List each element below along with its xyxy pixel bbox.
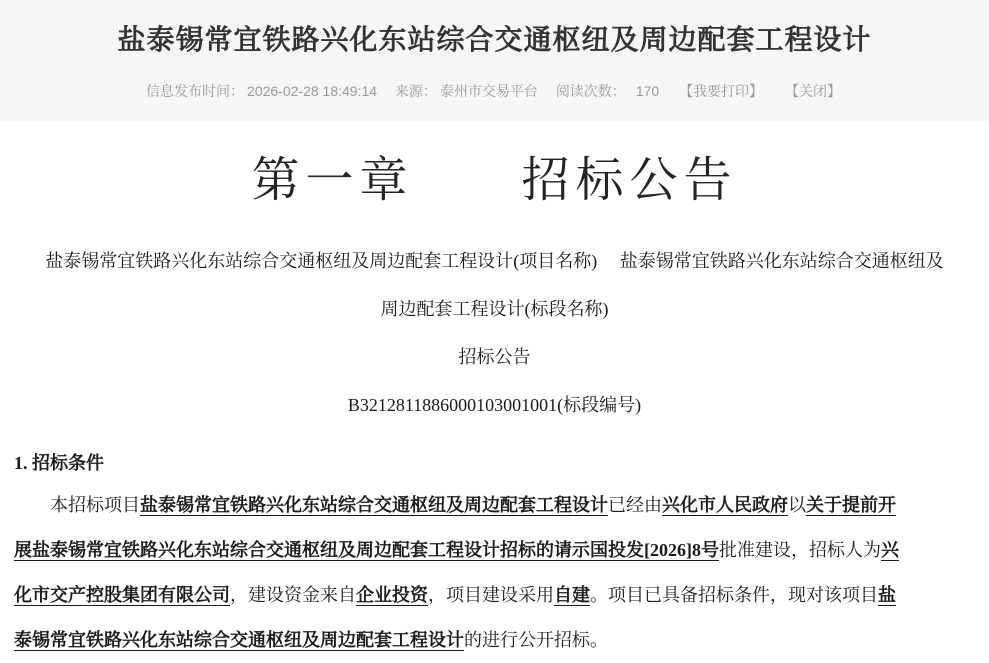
plain-text: 的进行公开招标。	[464, 630, 608, 650]
publish-time-group	[146, 83, 377, 99]
announcement-line: 招标公告	[458, 347, 531, 367]
source-group	[395, 83, 538, 99]
intro-block	[44, 237, 946, 429]
print-button[interactable]: 【我要打印】	[679, 83, 764, 99]
emphasized-text: 盐泰锡常宜铁路兴化东站综合交通枢纽及周边配套工程设计	[14, 585, 896, 650]
emphasized-text: 盐泰锡常宜铁路兴化东站综合交通枢纽及周边配套工程设计	[140, 495, 608, 515]
plain-text: 本招标项目	[50, 495, 140, 515]
project-name-line: 盐泰锡常宜铁路兴化东站综合交通枢纽及周边配套工程设计(项目名称) 盐泰锡常宜铁路兴化东站综合交通枢纽及周边配套工程设计(标段名称)	[45, 251, 944, 319]
views-label: 阅读次数：	[555, 83, 626, 99]
page-header	[0, 0, 989, 121]
source-value: 泰州市交易平台	[439, 83, 538, 99]
plain-text: 。项目已具备招标条件，现对该项目	[590, 585, 878, 605]
close-button[interactable]: 【关闭】	[784, 83, 841, 99]
meta-bar	[0, 82, 989, 100]
publish-time-label: 信息发布时间：	[146, 83, 245, 99]
emphasized-text: 自建	[554, 585, 590, 605]
document-body	[0, 151, 989, 663]
plain-text: ，项目建设采用	[428, 585, 554, 605]
chapter-heading: 第一章 招标公告	[251, 154, 738, 207]
views-group	[556, 83, 659, 99]
emphasized-text: 兴化市交产控股集团有限公司	[14, 540, 899, 605]
views-count: 170	[635, 83, 660, 99]
emphasized-text: 兴化市人民政府	[662, 495, 788, 515]
emphasized-text: 关于提前开展盐泰锡常宜铁路兴化东站综合交通枢纽及周边配套工程设计招标的请示国投发[2026]8号	[14, 495, 896, 560]
section-code-line: B3212811886000103001001(标段编号)	[347, 395, 642, 415]
emphasized-text: 企业投资	[356, 585, 428, 605]
section1-heading: 1. 招标条件	[14, 453, 104, 473]
plain-text: ，建设资金来自	[230, 585, 356, 605]
publish-time-value: 2026-02-28 18:49:14	[247, 83, 378, 99]
plain-text: 以	[788, 495, 806, 515]
plain-text: 已经由	[608, 495, 662, 515]
section1-paragraph	[14, 483, 902, 663]
source-label: 来源：	[394, 83, 437, 99]
plain-text: 批准建设，招标人为	[719, 540, 881, 560]
page-title: 盐泰锡常宜铁路兴化东站综合交通枢纽及周边配套工程设计	[117, 24, 872, 55]
